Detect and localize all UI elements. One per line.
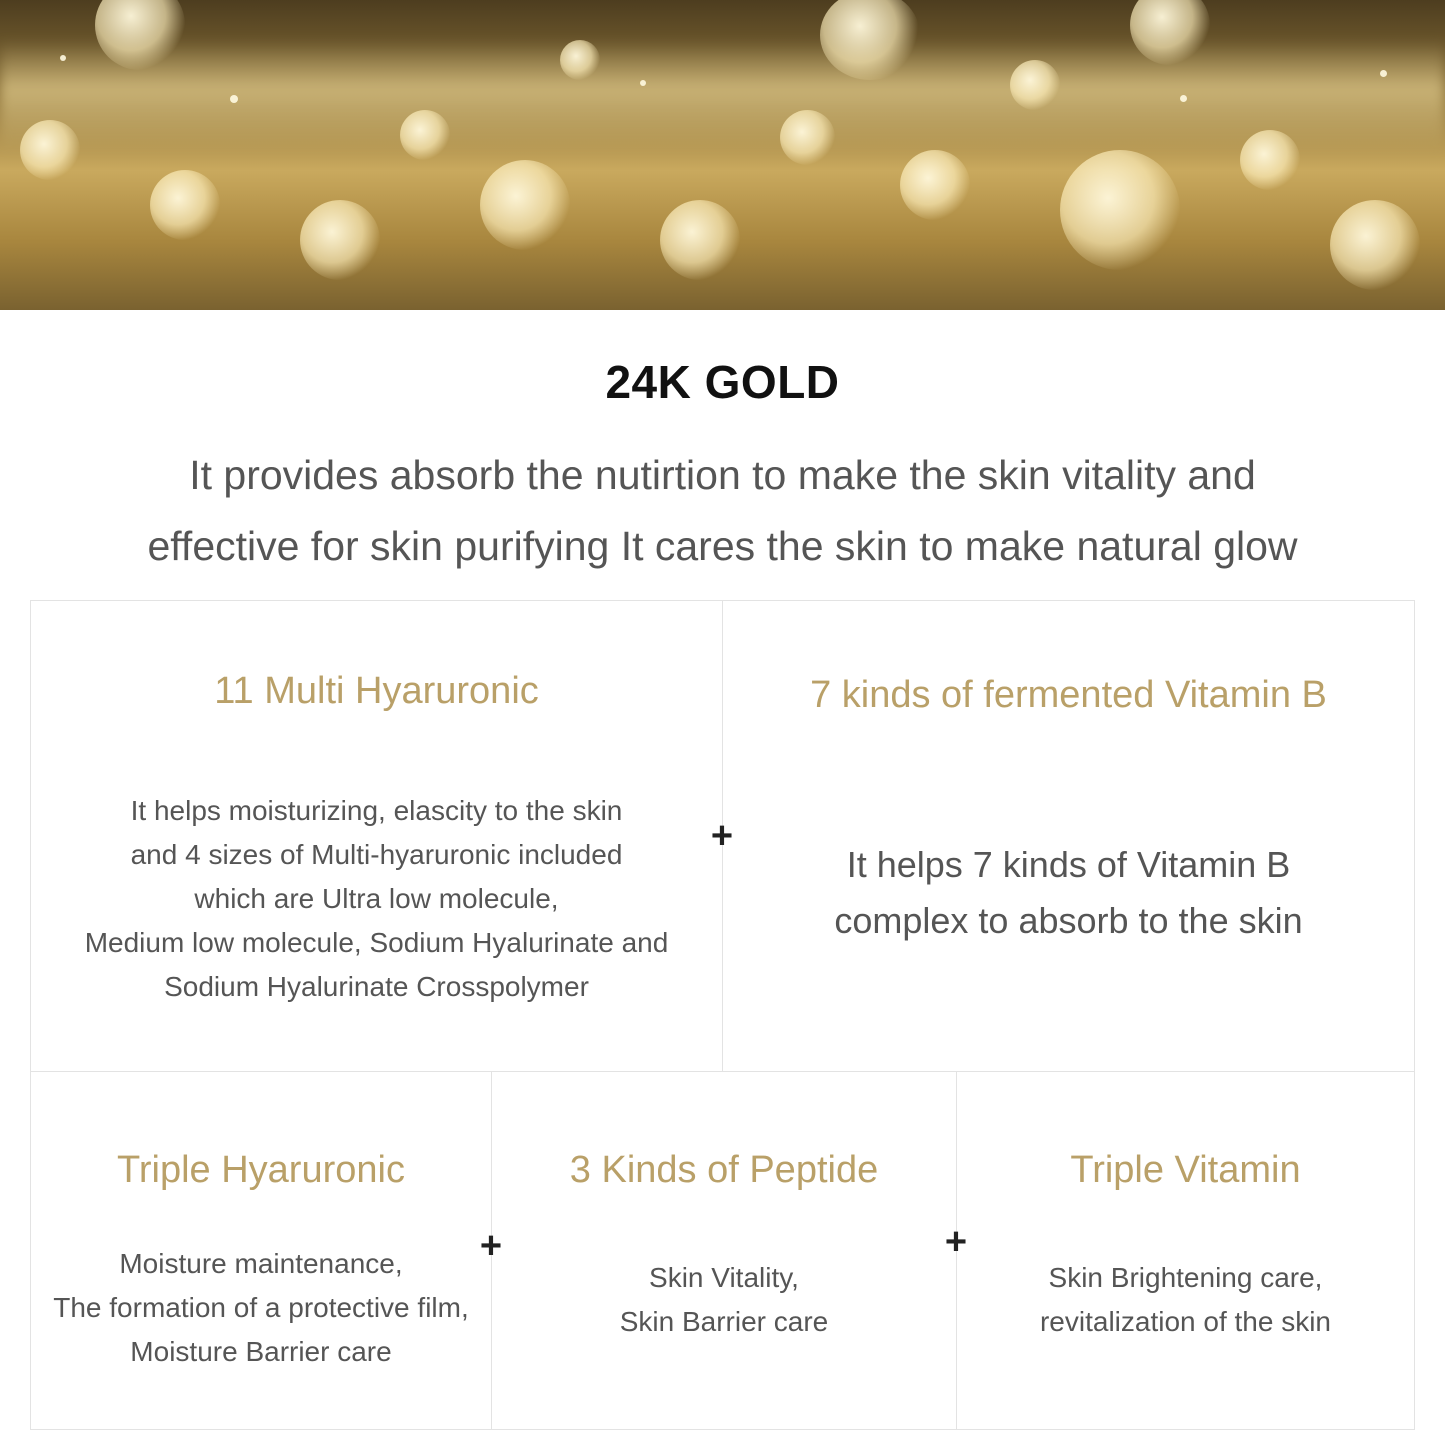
feature-description bbox=[31, 1242, 491, 1374]
bokeh-light bbox=[560, 40, 600, 80]
feature-title: 3 Kinds of Peptide bbox=[569, 1149, 879, 1191]
feature-description-line: The formation of a protective film, bbox=[53, 1292, 469, 1323]
bokeh-light bbox=[660, 200, 740, 280]
bokeh-light bbox=[1060, 150, 1180, 270]
feature-grid bbox=[30, 600, 1415, 1430]
feature-card-peptide bbox=[491, 1071, 957, 1430]
bokeh-light bbox=[150, 170, 220, 240]
plus-icon: + bbox=[710, 815, 734, 857]
intro-line: It provides absorb the nutirtion to make the skin vitality and bbox=[189, 452, 1256, 498]
feature-description bbox=[957, 1256, 1414, 1344]
feature-description-line: Medium low molecule, Sodium Hyalurinate and bbox=[84, 927, 669, 958]
sparkle bbox=[1380, 70, 1387, 77]
bokeh-light bbox=[480, 160, 570, 250]
sparkle bbox=[1180, 95, 1187, 102]
feature-description bbox=[723, 837, 1414, 949]
feature-description-line: It helps moisturizing, elascity to the skin bbox=[130, 795, 623, 826]
feature-description-line: revitalization of the skin bbox=[1039, 1306, 1332, 1337]
feature-description-line: which are Ultra low molecule, bbox=[194, 883, 559, 914]
intro-line: effective for skin purifying It cares the skin to make natural glow bbox=[147, 523, 1298, 569]
sparkle bbox=[60, 55, 66, 61]
feature-card-vitamin-b bbox=[722, 600, 1415, 1072]
bokeh-light bbox=[1240, 130, 1300, 190]
feature-title: 7 kinds of fermented Vitamin B bbox=[810, 674, 1327, 716]
bokeh-light bbox=[400, 110, 450, 160]
feature-title: 11 Multi Hyaruronic bbox=[214, 670, 539, 712]
feature-card-triple-vitamin bbox=[956, 1071, 1415, 1430]
feature-description-line: Skin Vitality, bbox=[649, 1262, 799, 1293]
page-title: 24K GOLD bbox=[605, 356, 840, 408]
bokeh-light bbox=[900, 150, 970, 220]
feature-title: Triple Vitamin bbox=[1070, 1149, 1301, 1191]
plus-icon: + bbox=[944, 1221, 968, 1263]
feature-description-line: Moisture Barrier care bbox=[130, 1336, 392, 1367]
bokeh-light bbox=[20, 120, 80, 180]
feature-description bbox=[31, 789, 722, 1009]
sparkle bbox=[640, 80, 646, 86]
sparkle bbox=[230, 95, 238, 103]
intro-text bbox=[0, 440, 1445, 582]
bokeh-light bbox=[300, 200, 380, 280]
bokeh-light bbox=[1010, 60, 1060, 110]
feature-description-line: Moisture maintenance, bbox=[119, 1248, 403, 1279]
feature-description-line: Skin Brightening care, bbox=[1048, 1262, 1323, 1293]
gold-bokeh-banner bbox=[0, 0, 1445, 310]
feature-description-line: Sodium Hyalurinate Crosspolymer bbox=[164, 971, 589, 1002]
feature-description-line: It helps 7 kinds of Vitamin B bbox=[846, 844, 1291, 885]
feature-card-triple-hyaruronic bbox=[30, 1071, 492, 1430]
feature-title: Triple Hyaruronic bbox=[117, 1149, 405, 1191]
feature-description bbox=[492, 1256, 956, 1344]
bokeh-light bbox=[1330, 200, 1420, 290]
feature-description-line: and 4 sizes of Multi-hyaruronic included bbox=[130, 839, 623, 870]
feature-description-line: complex to absorb to the skin bbox=[834, 900, 1303, 941]
feature-description-line: Skin Barrier care bbox=[619, 1306, 829, 1337]
plus-icon: + bbox=[479, 1225, 503, 1267]
glitter-band bbox=[0, 40, 1445, 150]
bokeh-light bbox=[780, 110, 835, 165]
feature-card-multi-hyaruronic bbox=[30, 600, 723, 1072]
